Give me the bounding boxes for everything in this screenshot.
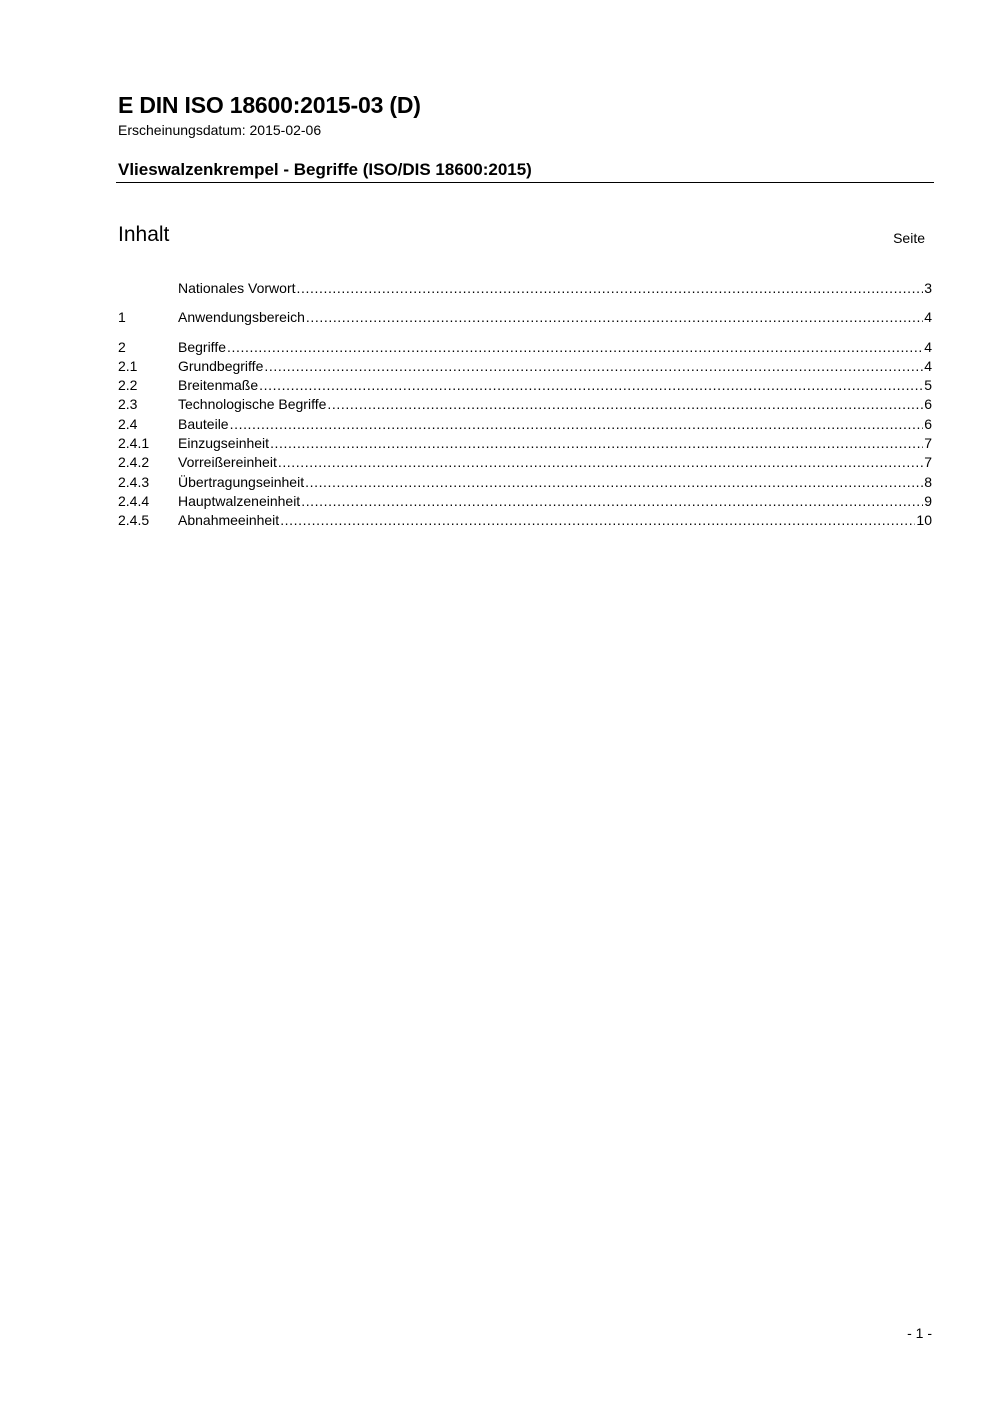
toc-entry-number: 1 [118, 309, 126, 326]
toc-leader-dots [301, 492, 923, 511]
toc-entry-page: 7 [924, 454, 932, 471]
toc-entry-title: Breitenmaße [178, 377, 259, 394]
toc-entry-number: 2.2 [118, 377, 138, 394]
toc-entry-page: 6 [924, 396, 932, 413]
toc-entry-breitenmasse[interactable] [118, 376, 932, 395]
toc-entry-technologische-begriffe[interactable] [118, 395, 932, 414]
toc-entry-page: 3 [924, 280, 932, 296]
document-title: Vlieswalzenkrempel - Begriffe (ISO/DIS 18600:2015) [118, 160, 532, 179]
toc-leader-dots [297, 279, 924, 298]
toc-entry-page: 6 [924, 415, 932, 432]
toc-entry-page: 9 [924, 492, 932, 509]
toc-entry-page: 4 [924, 357, 932, 374]
toc-entry-page: 8 [924, 473, 932, 490]
toc-entry-page: 4 [924, 309, 932, 326]
toc-entry-number: 2.4.4 [118, 492, 150, 509]
toc-entry-number: 2.4.2 [118, 454, 150, 471]
toc-entry-page: 4 [924, 338, 932, 355]
toc-entry-title: Hauptwalzeneinheit [178, 492, 301, 509]
document-id: E DIN ISO 18600:2015-03 (D) [118, 92, 421, 118]
toc-entry-grundbegriffe[interactable] [118, 357, 932, 376]
toc-leader-dots [227, 338, 923, 357]
toc-entry-anwendungsbereich[interactable] [118, 308, 932, 327]
toc-entry-einzugseinheit[interactable] [118, 434, 932, 453]
toc-leader-dots [264, 357, 923, 376]
toc-entry-title: Nationales Vorwort [178, 280, 296, 296]
toc-entry-uebertragungseinheit[interactable] [118, 473, 932, 492]
page-number: - 1 - [907, 1325, 932, 1341]
toc-entry-title: Grundbegriffe [178, 357, 264, 374]
toc-entry-hauptwalzeneinheit[interactable] [118, 492, 932, 511]
toc-entry-nationales-vorwort[interactable] [118, 279, 932, 298]
toc-leader-dots [270, 434, 923, 453]
toc-leader-dots [278, 453, 923, 472]
toc-leader-dots [259, 376, 923, 395]
toc-entry-number: 2.4.3 [118, 473, 150, 490]
title-divider [116, 182, 934, 183]
toc-entry-page: 10 [916, 512, 932, 529]
toc-leader-dots [280, 511, 915, 530]
toc-entry-title: Bauteile [178, 415, 229, 432]
table-of-contents [118, 279, 932, 531]
toc-leader-dots [327, 395, 923, 414]
publication-date: Erscheinungsdatum: 2015-02-06 [118, 122, 322, 138]
toc-entry-title: Anwendungsbereich [178, 309, 305, 326]
toc-entry-begriffe[interactable] [118, 338, 932, 357]
toc-leader-dots [305, 473, 923, 492]
toc-entry-page: 5 [924, 377, 932, 394]
toc-entry-title: Begriffe [178, 338, 226, 355]
toc-entry-number: 2.4.1 [118, 435, 150, 452]
toc-entry-title: Einzugseinheit [178, 435, 270, 452]
toc-entry-title: Abnahmeeinheit [178, 512, 280, 529]
toc-heading: Inhalt [118, 223, 170, 246]
toc-entry-vorreissereinheit[interactable] [118, 453, 932, 472]
toc-entry-page: 7 [924, 435, 932, 452]
toc-entry-number: 2.4 [118, 415, 138, 432]
toc-entry-title: Vorreißereinheit [178, 454, 277, 471]
toc-entry-abnahmeeinheit[interactable] [118, 511, 932, 530]
toc-page-column-label: Seite [893, 230, 925, 246]
toc-entry-title: Übertragungseinheit [178, 473, 305, 490]
toc-entry-number: 2.1 [118, 357, 138, 374]
toc-entry-number: 2 [118, 338, 126, 355]
toc-leader-dots [306, 308, 923, 327]
toc-entry-title: Technologische Begriffe [178, 396, 327, 413]
toc-entry-bauteile[interactable] [118, 415, 932, 434]
toc-leader-dots [230, 415, 924, 434]
toc-entry-number: 2.3 [118, 396, 138, 413]
toc-entry-number: 2.4.5 [118, 512, 150, 529]
